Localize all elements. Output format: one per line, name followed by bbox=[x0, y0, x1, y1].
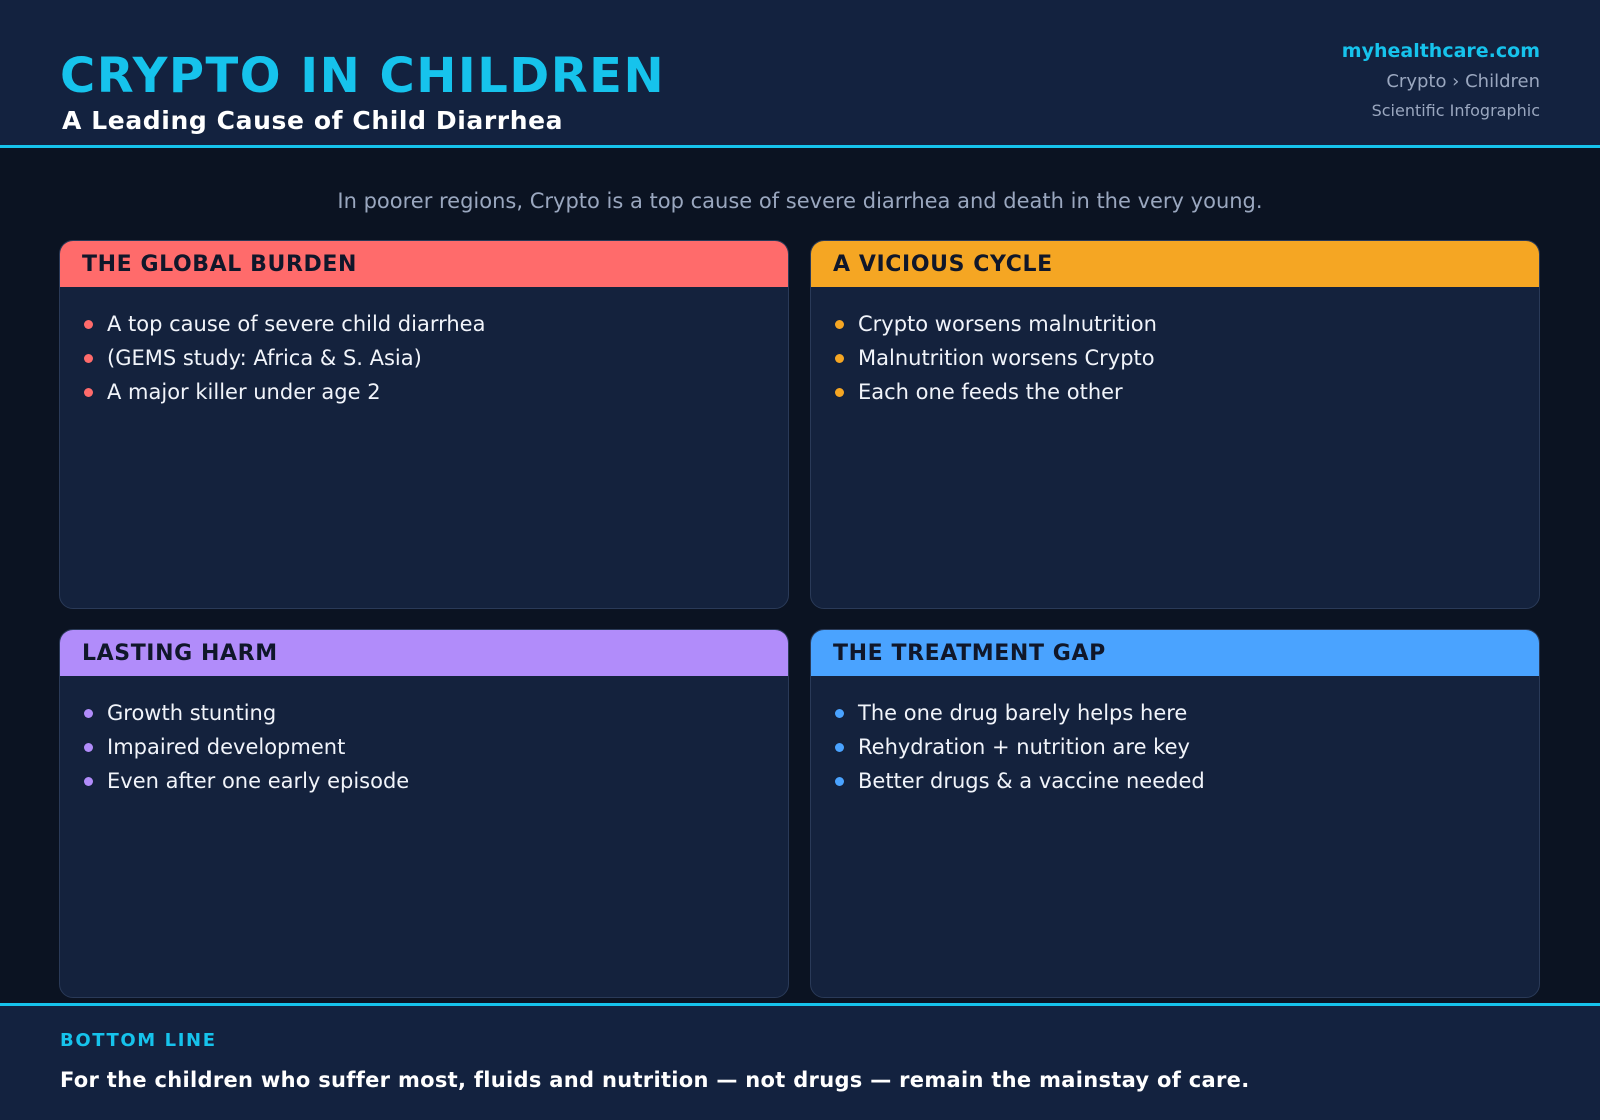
list-item bbox=[835, 341, 1539, 375]
card-vicious-cycle bbox=[810, 240, 1540, 609]
card-header bbox=[811, 241, 1539, 287]
bottom-line-banner bbox=[0, 1003, 1600, 1120]
bullet-dot-icon bbox=[835, 354, 844, 363]
bullet-dot-icon bbox=[84, 743, 93, 752]
intro-text: In poorer regions, Crypto is a top cause of severe diarrhea and death in the very young. bbox=[337, 189, 1263, 213]
list-item-text: Malnutrition worsens Crypto bbox=[858, 346, 1155, 370]
bullet-dot-icon bbox=[835, 709, 844, 718]
bullet-dot-icon bbox=[835, 743, 844, 752]
bullet-dot-icon bbox=[835, 388, 844, 397]
card-lasting-harm bbox=[59, 629, 789, 998]
list-item-text: A major killer under age 2 bbox=[107, 380, 381, 404]
bullet-list bbox=[60, 676, 788, 798]
site-link[interactable]: myhealthcare.com bbox=[1341, 40, 1540, 62]
bullet-list bbox=[811, 676, 1539, 798]
list-item-text: A top cause of severe child diarrhea bbox=[107, 312, 486, 336]
list-item bbox=[835, 375, 1539, 409]
bullet-dot-icon bbox=[84, 777, 93, 786]
card-title: THE TREATMENT GAP bbox=[833, 640, 1106, 666]
card-title: LASTING HARM bbox=[82, 640, 278, 666]
bullet-dot-icon bbox=[835, 320, 844, 329]
list-item bbox=[84, 764, 788, 798]
list-item bbox=[835, 730, 1539, 764]
page-subtitle: A Leading Cause of Child Diarrhea bbox=[62, 106, 564, 135]
document-type-label: Scientific Infographic bbox=[1371, 101, 1540, 120]
card-treatment-gap bbox=[810, 629, 1540, 998]
breadcrumb: Crypto › Children bbox=[1386, 71, 1540, 92]
list-item bbox=[84, 341, 788, 375]
list-item-text: Each one feeds the other bbox=[858, 380, 1123, 404]
bullet-list bbox=[60, 287, 788, 409]
card-global-burden bbox=[59, 240, 789, 609]
list-item bbox=[835, 764, 1539, 798]
card-header bbox=[811, 630, 1539, 676]
list-item-text: (GEMS study: Africa & S. Asia) bbox=[107, 346, 422, 370]
bullet-dot-icon bbox=[84, 709, 93, 718]
list-item bbox=[835, 696, 1539, 730]
bullet-dot-icon bbox=[84, 354, 93, 363]
bullet-dot-icon bbox=[84, 388, 93, 397]
card-header bbox=[60, 630, 788, 676]
list-item-text: Better drugs & a vaccine needed bbox=[858, 769, 1205, 793]
bottom-line-text: For the children who suffer most, fluids and nutrition — not drugs — remain the mainstay of care. bbox=[60, 1068, 1250, 1092]
list-item-text: Impaired development bbox=[107, 735, 346, 759]
card-header bbox=[60, 241, 788, 287]
card-title: A VICIOUS CYCLE bbox=[833, 251, 1053, 277]
bottom-line-label: BOTTOM LINE bbox=[60, 1030, 217, 1051]
list-item-text: Even after one early episode bbox=[107, 769, 410, 793]
bullet-list bbox=[811, 287, 1539, 409]
card-title: THE GLOBAL BURDEN bbox=[82, 251, 358, 277]
header-banner bbox=[0, 0, 1600, 148]
list-item-text: Crypto worsens malnutrition bbox=[858, 312, 1157, 336]
list-item-text: Rehydration + nutrition are key bbox=[858, 735, 1190, 759]
list-item-text: The one drug barely helps here bbox=[858, 701, 1188, 725]
bullet-dot-icon bbox=[835, 777, 844, 786]
list-item bbox=[835, 307, 1539, 341]
list-item bbox=[84, 730, 788, 764]
list-item bbox=[84, 375, 788, 409]
list-item bbox=[84, 307, 788, 341]
bullet-dot-icon bbox=[84, 320, 93, 329]
page-title: CRYPTO IN CHILDREN bbox=[60, 48, 666, 104]
list-item bbox=[84, 696, 788, 730]
list-item-text: Growth stunting bbox=[107, 701, 277, 725]
